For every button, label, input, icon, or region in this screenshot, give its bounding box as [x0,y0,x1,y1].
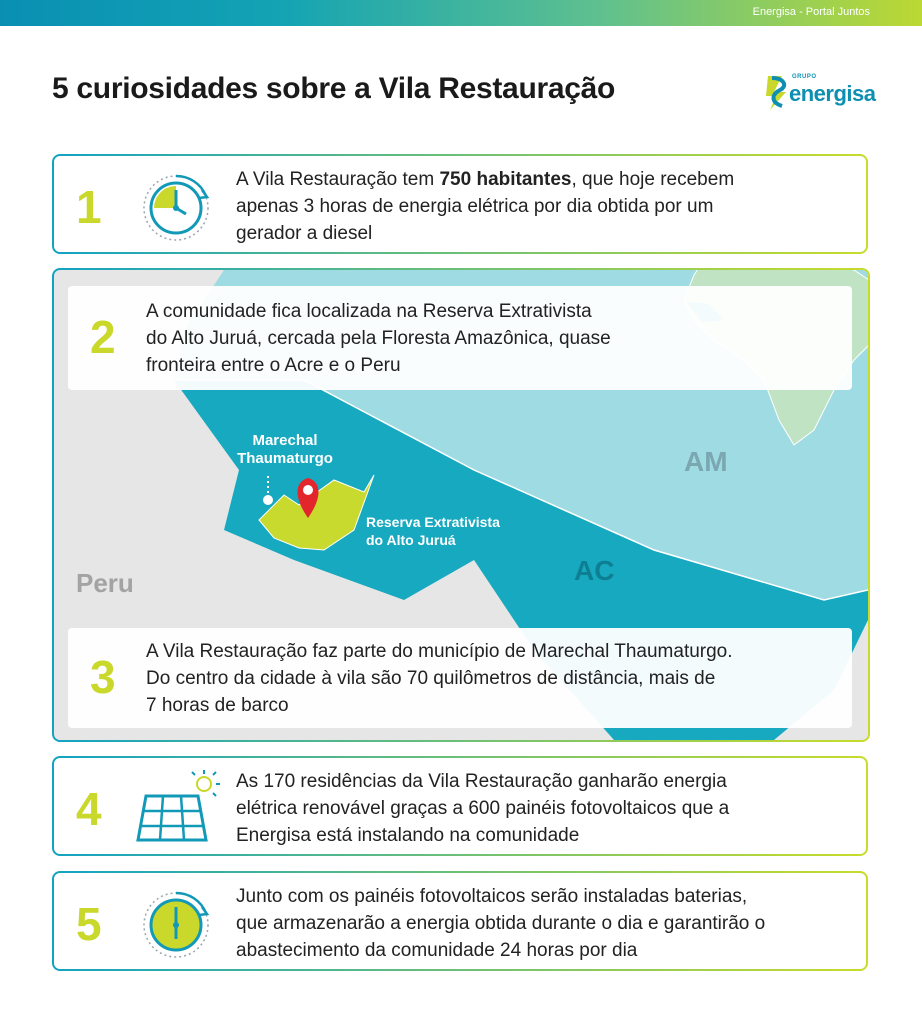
map-area [54,270,868,740]
map-label-line: Reserva Extrativista [366,514,500,530]
fact-line: elétrica renovável graças a 600 painéis fotovoltaicos que a [236,798,730,819]
fact-text-4 [236,768,729,849]
energisa-logo-icon [762,72,792,112]
fact-line: apenas 3 horas de energia elétrica por dia obtida por um [236,196,714,217]
fact-line: Energisa está instalando na comunidade [236,825,580,846]
fact-line: que armazenarão a energia obtida durante o dia e garantirão o [236,913,766,934]
fact-text-5 [236,883,765,964]
fact-line: Junto com os painéis fotovoltaicos serão instaladas baterias, [236,886,748,907]
logo-grupo: GRUPO [792,74,817,80]
fact-line: A Vila Restauração tem [236,169,440,190]
fact-number: 2 [90,311,116,363]
ac-label: AC [574,555,615,586]
fact-card-5 [52,871,868,971]
page-title: 5 curiosidades sobre a Vila Restauração [52,72,616,105]
fact-text-3 [146,638,733,719]
fact-line: fronteira entre o Acre e o Peru [146,355,401,376]
map-label-line: Thaumaturgo [237,450,333,467]
fact-line: 7 horas de barco [146,695,289,716]
reserva-label [366,513,500,549]
map-label-line: Marechal [252,432,318,449]
peru-label: Peru [76,568,134,598]
top-bar [0,0,922,26]
fact-text-2 [146,298,611,379]
fact-text-1 [236,166,734,247]
clock-icon [136,883,216,963]
fact-line: do Alto Juruá, cercada pela Floresta Amazônica, quase [146,328,611,349]
source-label: Energisa - Portal Juntos [752,6,870,18]
fact-number: 3 [90,651,116,703]
fact-card-3 [68,628,852,728]
clock-icon [136,166,216,246]
fact-card-2 [68,286,852,390]
energisa-logo [762,72,876,112]
marechal-label [230,432,340,468]
fact-number: 1 [76,181,102,233]
fact-number: 4 [76,783,102,835]
logo-name: energisa [789,81,876,106]
fact-number: 5 [76,898,102,950]
fact-line: abastecimento da comunidade 24 horas por dia [236,940,638,961]
fact-line: gerador a diesel [236,223,373,244]
fact-line: , que hoje recebem [571,169,735,190]
map-label-line: do Alto Juruá [366,532,456,548]
fact-line: A comunidade fica localizada na Reserva Extrativista [146,301,592,322]
solar-panel-icon [132,766,222,850]
am-label: AM [684,446,728,477]
fact-card-4 [52,756,868,856]
fact-line: Do centro da cidade à vila são 70 quilômetros de distância, mais de [146,668,716,689]
fact-highlight: 750 habitantes [439,169,572,190]
map-card [52,268,870,742]
fact-card-1 [52,154,868,254]
fact-line: A Vila Restauração faz parte do município de Marechal Thaumaturgo. [146,641,733,662]
fact-line: As 170 residências da Vila Restauração ganharão energia [236,771,727,792]
